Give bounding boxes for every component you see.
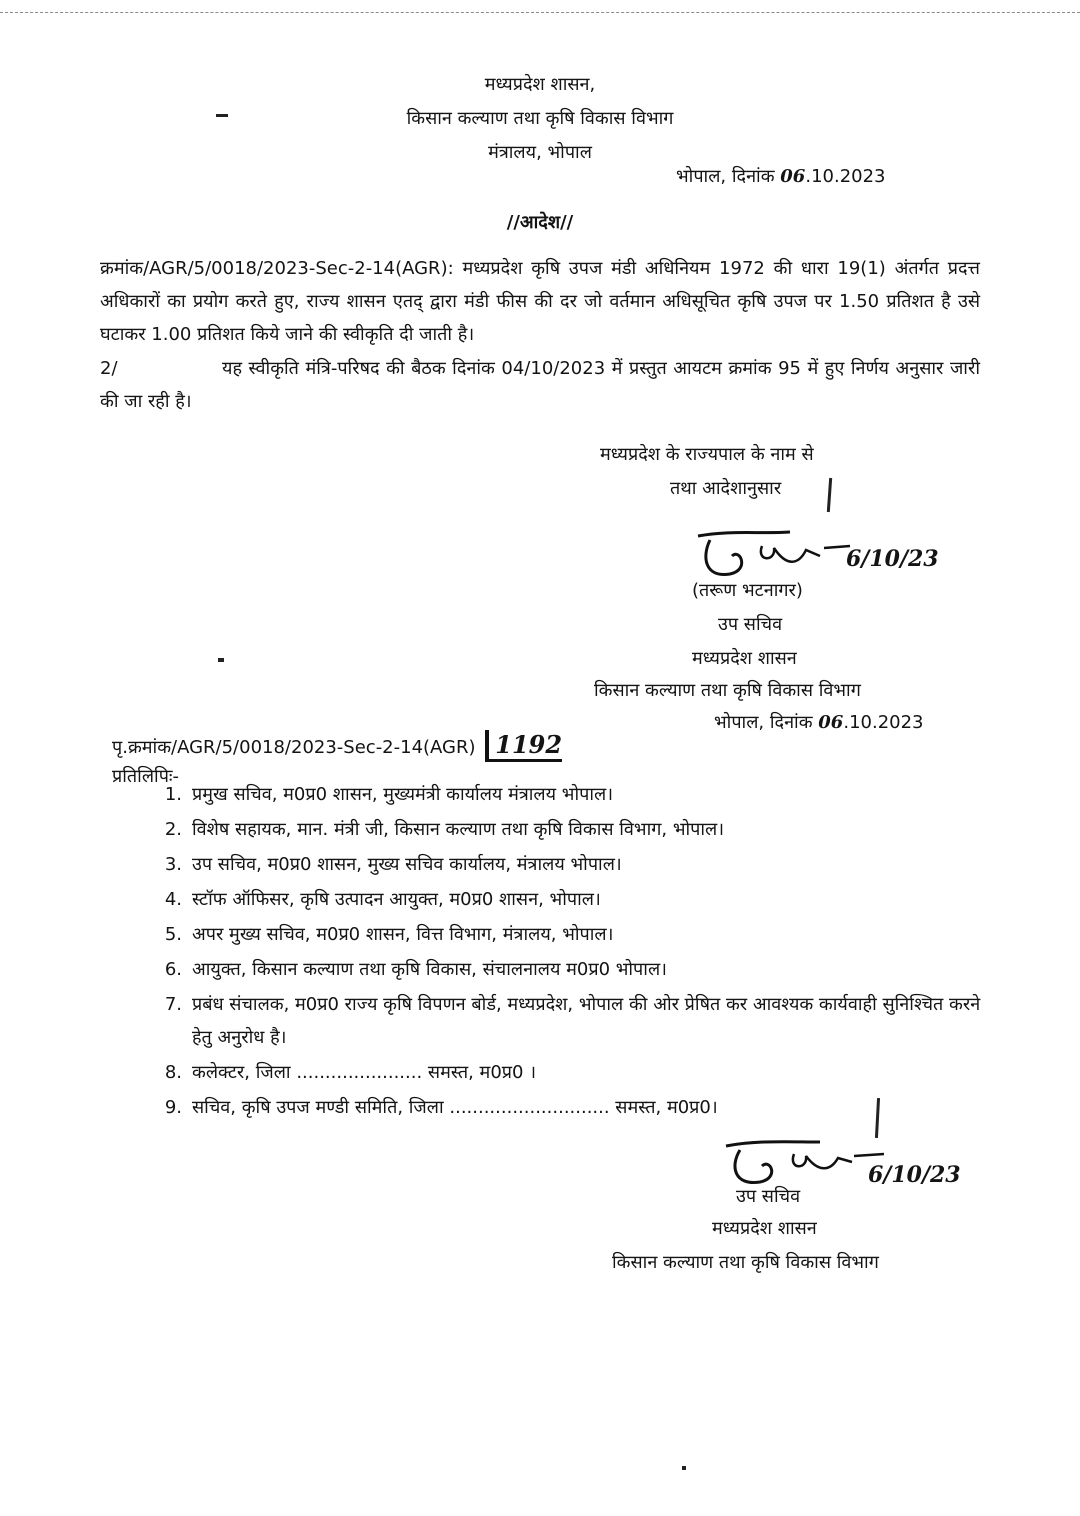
copy-list-item: 4. स्टॉफ ऑफिसर, कृषि उत्पादन आयुक्त, म0प्र0 शासन, भोपाल। [164, 889, 601, 910]
sign2-department: किसान कल्याण तथा कृषि विकास विभाग [612, 1252, 879, 1273]
sign1-designation: उप सचिव [718, 614, 783, 635]
signature-1 [690, 526, 860, 586]
signature-1-scribble [690, 526, 860, 586]
copy-label: प्रतिलिपिः- [112, 766, 180, 787]
header-date-prefix: भोपाल, दिनांक [676, 166, 775, 187]
order-text-2: यह स्वीकृति मंत्रि-परिषद की बैठक दिनांक 04/10/2023 में प्रस्तुत आयटम क्रमांक 95 में हुए निर्णय अनुसार जारी की जा रही है। [100, 358, 980, 412]
sign1-department: किसान कल्याण तथा कृषि विकास विभाग [594, 680, 861, 701]
copy-list-item: 1. प्रमुख सचिव, म0प्र0 शासन, मुख्यमंत्री कार्यालय मंत्रालय भोपाल। [164, 784, 614, 805]
sign1-govt: मध्यप्रदेश शासन [692, 648, 797, 669]
copy-reference-text: पृ.क्रमांक/AGR/5/0018/2023-Sec-2-14(AGR) [112, 737, 476, 758]
sign1-date [714, 710, 924, 734]
pen-stroke [827, 478, 832, 512]
scan-speck [682, 1466, 686, 1470]
order-paragraph-1 [100, 252, 980, 351]
sign1-date-prefix: भोपाल, दिनांक [714, 712, 813, 733]
header-date [676, 164, 886, 188]
scan-speck [218, 658, 224, 662]
copy-list-item: 9. सचिव, कृषि उपज मण्डी समिति, जिला ............................ समस्त, म0प्र0। [164, 1097, 718, 1118]
scan-speck [216, 114, 228, 117]
order-para-number: 2/ [100, 358, 118, 379]
scan-top-edge [0, 12, 1080, 13]
header-ministry: मंत्रालय, भोपाल [488, 142, 592, 163]
copy-list [140, 778, 1000, 1126]
header-date-rest: .10.2023 [805, 166, 886, 187]
order-title: //आदेश// [506, 212, 574, 233]
sign1-authority: मध्यप्रदेश के राज्यपाल के नाम से [600, 444, 814, 465]
sign1-order-line: तथा आदेशानुसार [670, 478, 782, 499]
copy-list-item: 3. उप सचिव, म0प्र0 शासन, मुख्य सचिव कार्यालय, मंत्रालय भोपाल। [164, 854, 622, 875]
copy-list-item: 7. प्रबंध संचालक, म0प्र0 राज्य कृषि विपणन बोर्ड, मध्यप्रदेश, भोपाल की ओर प्रेषित कर आवश्यक कार्यवाही सुनिश्चित करने हेतु अनुरोध है। [164, 994, 981, 1048]
copy-reference-number: 1192 [485, 730, 562, 762]
copy-list-item: 5. अपर मुख्य सचिव, म0प्र0 शासन, वित्त विभाग, मंत्रालय, भोपाल। [164, 924, 614, 945]
copy-reference [112, 730, 562, 759]
sign2-govt: मध्यप्रदेश शासन [712, 1218, 817, 1239]
sign1-date-day: 06 [818, 712, 844, 733]
signature-1-date: 6/10/23 [846, 546, 939, 572]
order-paragraph-2 [100, 352, 980, 418]
header-department: किसान कल्याण तथा कृषि विकास विभाग [406, 108, 674, 129]
sign2-designation: उप सचिव [736, 1186, 801, 1207]
header-govt: मध्यप्रदेश शासन, [484, 74, 596, 95]
copy-list-item: 8. कलेक्टर, जिला ...................... समस्त, म0प्र0 । [164, 1062, 537, 1083]
order-text-1: मध्यप्रदेश कृषि उपज मंडी अधिनियम 1972 की धारा 19(1) अंतर्गत प्रदत्त अधिकारों का प्रयोग करते हुए, राज्य शासन एतद् द्वारा मंडी फीस की दर जो वर्तमान अधिसूचित कृषि उपज पर 1.50 प्रतिशत है उसे घटाकर 1.00 प्रतिशत किये जाने की स्वीकृति दी जाती है। [100, 258, 980, 345]
copy-list-item: 2. विशेष सहायक, मान. मंत्री जी, किसान कल्याण तथा कृषि विकास विभाग, भोपाल। [164, 819, 725, 840]
header-date-day: 06 [780, 166, 806, 187]
copy-list-item: 6. आयुक्त, किसान कल्याण तथा कृषि विकास, संचालनालय म0प्र0 भोपाल। [164, 959, 667, 980]
order-reference: क्रमांक/AGR/5/0018/2023-Sec-2-14(AGR): [100, 258, 454, 279]
sign1-date-rest: .10.2023 [843, 712, 924, 733]
sign1-name: (तरूण भटनागर) [692, 580, 803, 601]
signature-2-date: 6/10/23 [868, 1162, 961, 1188]
